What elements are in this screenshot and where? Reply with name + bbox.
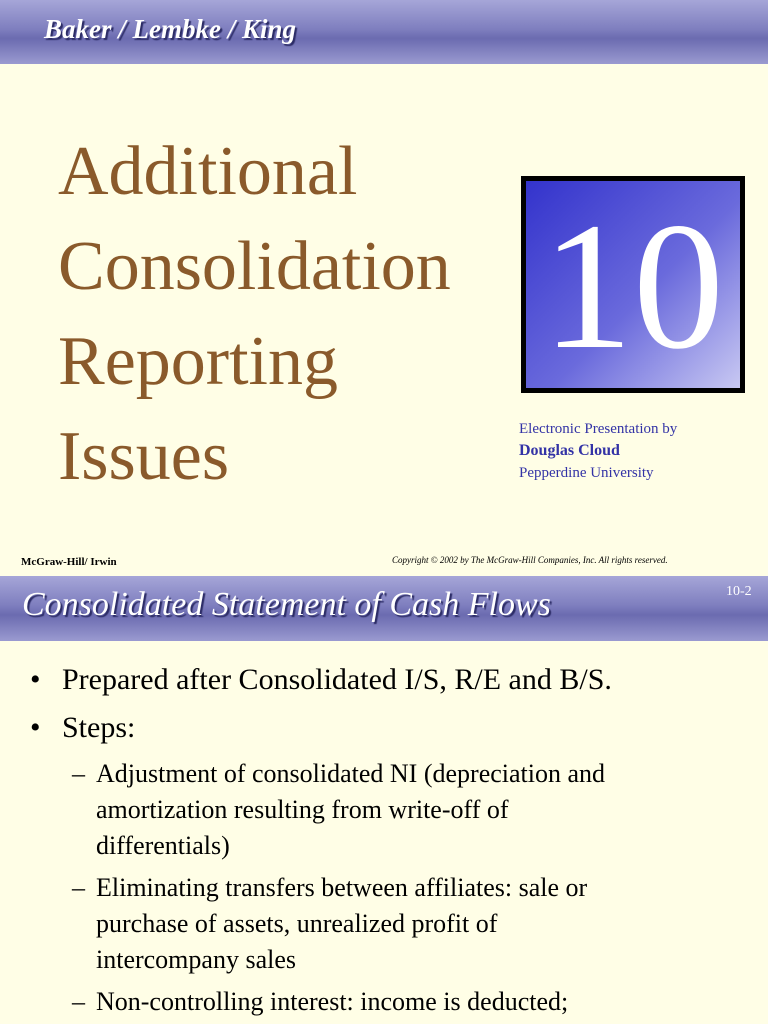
sub-item-line: Eliminating transfers between affiliates: sale or (96, 873, 588, 902)
slide-title (58, 124, 508, 504)
publisher-text: McGraw-Hill/ Irwin (21, 556, 117, 568)
sub-item (72, 984, 569, 1020)
title-line: Consolidation (58, 228, 451, 305)
bullet-item (30, 710, 136, 746)
dash-mark: – (72, 987, 85, 1016)
title-line: Reporting (58, 323, 338, 400)
slide-title: Consolidated Statement of Cash Flows (22, 586, 551, 623)
chapter-number-box (521, 176, 745, 393)
bullet-mark: • (30, 663, 41, 696)
bullet-text: Prepared after Consolidated I/S, R/E and B/S. (62, 663, 612, 696)
dash-mark: – (72, 873, 85, 902)
title-line: Issues (58, 418, 230, 495)
sub-item-line: differentials) (96, 831, 230, 860)
bullet-item (30, 662, 612, 698)
presenter-name: Douglas Cloud (519, 442, 620, 459)
credit-line: Electronic Presentation by (519, 421, 678, 437)
slide-number: 10-2 (726, 584, 752, 599)
university-name: Pepperdine University (519, 465, 654, 481)
sub-item (72, 870, 588, 978)
sub-item-line: intercompany sales (96, 945, 296, 974)
sub-item-line: Adjustment of consolidated NI (depreciation and (96, 759, 606, 788)
authors-text: Baker / Lembke / King (44, 14, 296, 44)
sub-item-line: amortization resulting from write-off of (96, 795, 509, 824)
bullet-text: Steps: (62, 711, 136, 744)
dash-mark: – (72, 759, 85, 788)
chapter-number: 10 (542, 186, 724, 387)
content-slide (0, 576, 768, 1024)
title-line: Additional (58, 133, 358, 210)
sub-item-line: purchase of assets, unrealized profit of (96, 909, 498, 938)
copyright-text: Copyright © 2002 by The McGraw-Hill Companies, Inc. All rights reserved. (392, 555, 668, 565)
bullet-mark: • (30, 711, 41, 744)
sub-item-line: Non-controlling interest: income is deducted; (96, 987, 569, 1016)
sub-item (72, 756, 606, 864)
